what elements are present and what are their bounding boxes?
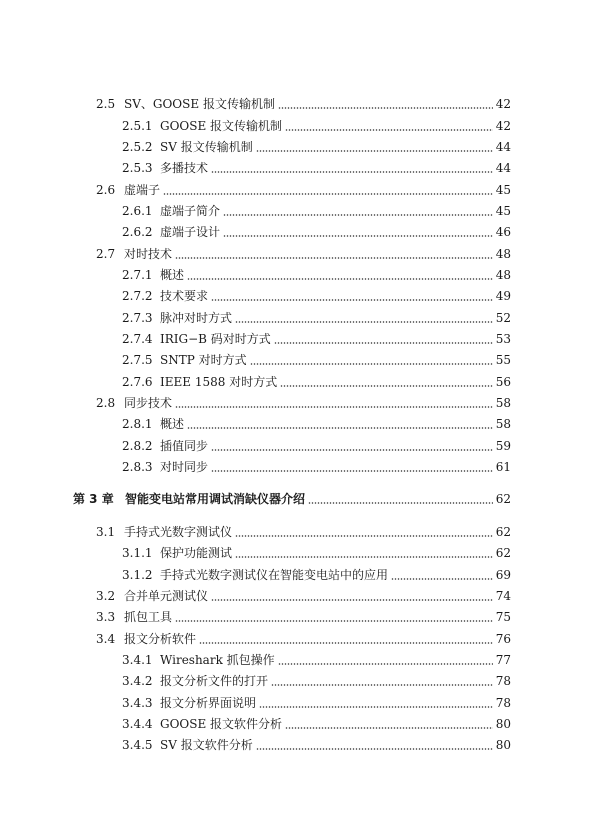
dot-leader bbox=[278, 107, 493, 109]
dot-leader bbox=[235, 556, 493, 558]
dot-leader bbox=[256, 748, 493, 750]
toc-entry-title: SV 报文传输机制 bbox=[160, 140, 253, 154]
toc-entry-page-number: 76 bbox=[495, 632, 511, 646]
dot-leader bbox=[259, 706, 493, 708]
dot-leader bbox=[235, 321, 493, 323]
toc-entry-title: 对时技术 bbox=[124, 247, 173, 261]
toc-entry-number: 3.4.1 bbox=[122, 653, 153, 667]
toc-entry[interactable] bbox=[122, 543, 511, 561]
dot-leader bbox=[223, 214, 493, 216]
dot-leader bbox=[211, 449, 493, 451]
toc-entry-number: 3.1 bbox=[96, 525, 116, 539]
toc-entry-number: 3.1.2 bbox=[122, 568, 153, 582]
toc-entry[interactable] bbox=[96, 244, 511, 262]
toc-entry-page-number: 42 bbox=[495, 97, 511, 111]
toc-entry-number: 2.5.1 bbox=[122, 119, 153, 133]
dot-leader bbox=[391, 578, 493, 580]
toc-entry-number: 3.4 bbox=[96, 632, 116, 646]
toc-entry[interactable] bbox=[122, 457, 511, 475]
toc-entry[interactable] bbox=[122, 329, 511, 347]
dot-leader bbox=[175, 257, 493, 259]
toc-entry-page-number: 45 bbox=[495, 204, 511, 218]
toc-entry-page-number: 62 bbox=[495, 492, 511, 506]
toc-entry-number: 2.7.5 bbox=[122, 353, 153, 367]
toc-entry-page-number: 77 bbox=[495, 653, 511, 667]
toc-entry-number: 3.4.3 bbox=[122, 696, 153, 710]
toc-entry-title: IRIG−B 码对时方式 bbox=[160, 332, 271, 346]
toc-entry[interactable] bbox=[122, 350, 511, 368]
toc-entry[interactable] bbox=[122, 735, 511, 753]
toc-entry-title: 保护功能测试 bbox=[160, 546, 233, 560]
dot-leader bbox=[256, 150, 493, 152]
dot-leader bbox=[175, 620, 493, 622]
toc-entry-number: 2.7.1 bbox=[122, 268, 153, 282]
toc-entry-title: SNTP 对时方式 bbox=[160, 353, 247, 367]
toc-entry[interactable] bbox=[122, 222, 511, 240]
toc-entry-page-number: 74 bbox=[495, 589, 511, 603]
toc-entry-title: 插值同步 bbox=[160, 439, 209, 453]
toc-entry[interactable] bbox=[96, 180, 511, 198]
toc-entry-page-number: 78 bbox=[495, 696, 511, 710]
toc-entry-page-number: 45 bbox=[495, 183, 511, 197]
toc-entry-page-number: 69 bbox=[495, 568, 511, 582]
toc-entry-title: 报文分析文件的打开 bbox=[160, 674, 269, 688]
dot-leader bbox=[285, 727, 493, 729]
toc-entry-title: 虚端子简介 bbox=[160, 204, 221, 218]
toc-entry-title: 技术要求 bbox=[160, 289, 209, 303]
toc-entry-title: 对时同步 bbox=[160, 460, 209, 474]
toc-entry-page-number: 61 bbox=[495, 460, 511, 474]
toc-entry-title: 手持式光数字测试仪 bbox=[124, 525, 233, 539]
toc-entry-number: 3.2 bbox=[96, 589, 116, 603]
toc-entry-page-number: 58 bbox=[495, 417, 511, 431]
toc-entry[interactable] bbox=[122, 714, 511, 732]
toc-entry-number: 3.4.4 bbox=[122, 717, 153, 731]
toc-entry-number: 2.6 bbox=[96, 183, 116, 197]
toc-entry-title: Wireshark 抓包操作 bbox=[160, 653, 275, 667]
dot-leader bbox=[223, 235, 493, 237]
toc-entry-number: 3.4.2 bbox=[122, 674, 153, 688]
toc-entry-title: GOOSE 报文传输机制 bbox=[160, 119, 283, 133]
toc-entry-title: 同步技术 bbox=[124, 396, 173, 410]
toc-entry-number: 2.7.4 bbox=[122, 332, 153, 346]
toc-entry[interactable] bbox=[122, 565, 511, 583]
toc-entry[interactable] bbox=[122, 414, 511, 432]
toc-entry[interactable] bbox=[122, 436, 511, 454]
dot-leader bbox=[199, 642, 493, 644]
dot-leader bbox=[211, 299, 493, 301]
toc-entry-page-number: 62 bbox=[495, 546, 511, 560]
toc-entry-title: 报文分析界面说明 bbox=[160, 696, 257, 710]
toc-entry[interactable] bbox=[122, 308, 511, 326]
toc-entry-page-number: 52 bbox=[495, 311, 511, 325]
toc-entry-page-number: 58 bbox=[495, 396, 511, 410]
toc-entry[interactable] bbox=[122, 201, 511, 219]
dot-leader bbox=[308, 502, 493, 504]
toc-entry-title: 概述 bbox=[160, 268, 185, 282]
toc-entry-number: 2.8.1 bbox=[122, 417, 153, 431]
toc-entry-number: 2.8 bbox=[96, 396, 116, 410]
toc-entry-title: GOOSE 报文软件分析 bbox=[160, 717, 283, 731]
toc-entry-title: 脉冲对时方式 bbox=[160, 311, 233, 325]
toc-entry-number: 2.7.6 bbox=[122, 375, 153, 389]
toc-entry-title: IEEE 1588 对时方式 bbox=[160, 375, 278, 389]
toc-entry-page-number: 42 bbox=[495, 119, 511, 133]
toc-entry-number: 2.6.2 bbox=[122, 225, 153, 239]
toc-entry-title: 虚端子设计 bbox=[160, 225, 221, 239]
toc-entry-title: 智能变电站常用调试消缺仪器介绍 bbox=[125, 492, 306, 506]
dot-leader bbox=[250, 363, 493, 365]
toc-entry[interactable] bbox=[96, 94, 511, 112]
dot-leader bbox=[163, 193, 493, 195]
toc-entry[interactable] bbox=[122, 372, 511, 390]
toc-entry-number: 2.7 bbox=[96, 247, 116, 261]
toc-entry-title: 抓包工具 bbox=[124, 610, 173, 624]
dot-leader bbox=[211, 599, 493, 601]
toc-entry[interactable] bbox=[122, 693, 511, 711]
toc-entry-number: 2.8.3 bbox=[122, 460, 153, 474]
toc-entry-title: SV 报文软件分析 bbox=[160, 738, 253, 752]
toc-entry[interactable] bbox=[122, 265, 511, 283]
toc-entry-title: 合并单元测试仪 bbox=[124, 589, 209, 603]
toc-entry[interactable] bbox=[122, 650, 511, 668]
toc-entry-title: 手持式光数字测试仪在智能变电站中的应用 bbox=[160, 568, 389, 582]
toc-entry-title: 报文分析软件 bbox=[124, 632, 197, 646]
toc-entry-number: 2.7.2 bbox=[122, 289, 153, 303]
dot-leader bbox=[211, 470, 493, 472]
dot-leader bbox=[175, 406, 493, 408]
toc-entry[interactable] bbox=[96, 522, 511, 540]
toc-entry-page-number: 55 bbox=[495, 353, 511, 367]
toc-entry-number: 3.4.5 bbox=[122, 738, 153, 752]
dot-leader bbox=[211, 171, 493, 173]
dot-leader bbox=[235, 535, 493, 537]
toc-entry-title: SV、GOOSE 报文传输机制 bbox=[124, 97, 275, 111]
toc-entry[interactable] bbox=[122, 671, 511, 689]
dot-leader bbox=[280, 385, 493, 387]
toc-chapter-entry[interactable] bbox=[73, 489, 511, 507]
toc-entry-page-number: 48 bbox=[495, 268, 511, 282]
toc-entry-number: 2.6.1 bbox=[122, 204, 153, 218]
toc-entry-number: 2.7.3 bbox=[122, 311, 153, 325]
toc-entry-page-number: 46 bbox=[495, 225, 511, 239]
toc-entry-number: 2.5 bbox=[96, 97, 116, 111]
toc-entry-page-number: 48 bbox=[495, 247, 511, 261]
toc-entry-title: 多播技术 bbox=[160, 161, 209, 175]
toc-entry-number: 3.3 bbox=[96, 610, 116, 624]
toc-entry-number: 2.8.2 bbox=[122, 439, 153, 453]
dot-leader bbox=[187, 427, 493, 429]
toc-entry[interactable] bbox=[122, 137, 511, 155]
dot-leader bbox=[271, 684, 493, 686]
toc-entry-title: 概述 bbox=[160, 417, 185, 431]
toc-entry[interactable] bbox=[122, 158, 511, 176]
toc-entry[interactable] bbox=[96, 586, 511, 604]
toc-entry-page-number: 49 bbox=[495, 289, 511, 303]
toc-entry-page-number: 53 bbox=[495, 332, 511, 346]
toc-entry-page-number: 78 bbox=[495, 674, 511, 688]
dot-leader bbox=[187, 278, 493, 280]
toc-entry-page-number: 44 bbox=[495, 140, 511, 154]
dot-leader bbox=[278, 663, 493, 665]
toc-entry-number: 2.5.2 bbox=[122, 140, 153, 154]
toc-entry[interactable] bbox=[96, 629, 511, 647]
toc-entry-page-number: 56 bbox=[495, 375, 511, 389]
toc-entry[interactable] bbox=[96, 393, 511, 411]
toc-entry-page-number: 80 bbox=[495, 717, 511, 731]
toc-entry-number: 2.5.3 bbox=[122, 161, 153, 175]
toc-entry[interactable] bbox=[96, 607, 511, 625]
toc-entry-page-number: 62 bbox=[495, 525, 511, 539]
dot-leader bbox=[274, 342, 493, 344]
toc-entry-page-number: 44 bbox=[495, 161, 511, 175]
toc-entry-page-number: 80 bbox=[495, 738, 511, 752]
toc-entry-page-number: 75 bbox=[495, 610, 511, 624]
toc-entry[interactable] bbox=[122, 116, 511, 134]
toc-entry-page-number: 59 bbox=[495, 439, 511, 453]
toc-entry-number: 第 3 章 bbox=[73, 492, 114, 506]
toc-entry-title: 虚端子 bbox=[124, 183, 161, 197]
toc-entry[interactable] bbox=[122, 286, 511, 304]
toc-entry-number: 3.1.1 bbox=[122, 546, 153, 560]
dot-leader bbox=[285, 129, 493, 131]
